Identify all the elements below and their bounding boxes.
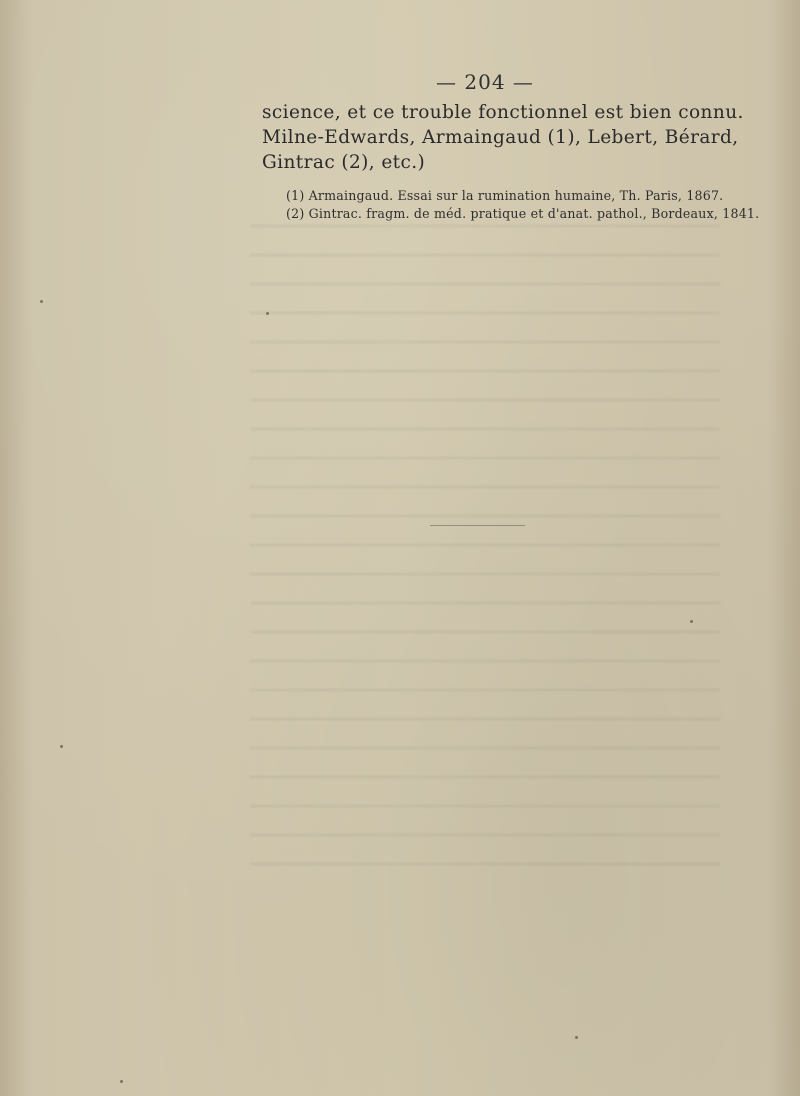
paper-spot: [690, 620, 693, 623]
show-through-from-reverse: [250, 225, 720, 865]
body-line: Milne-Edwards, Armaingaud (1), Lebert, Bérard,: [262, 127, 739, 148]
paper-spot: [120, 1080, 123, 1083]
footnote: (1) Armaingaud. Essai sur la rumination humaine, Th. Paris, 1867.: [286, 188, 724, 203]
footnotes: [286, 187, 760, 223]
paper-spot: [60, 745, 63, 748]
body-line: Gintrac (2), etc.): [262, 152, 426, 173]
paper-spot: [40, 300, 43, 303]
footnote: (2) Gintrac. fragm. de méd. pratique et d'anat. pathol., Bordeaux, 1841.: [286, 206, 760, 221]
paper-spot: [575, 1036, 578, 1039]
body-line: science, et ce trouble fonctionnel est bien connu.: [262, 102, 744, 123]
paper-spot: [266, 312, 269, 315]
body-text: [262, 100, 744, 175]
faint-rule-show-through: [430, 525, 525, 526]
page-number: — 204 —: [436, 70, 534, 94]
